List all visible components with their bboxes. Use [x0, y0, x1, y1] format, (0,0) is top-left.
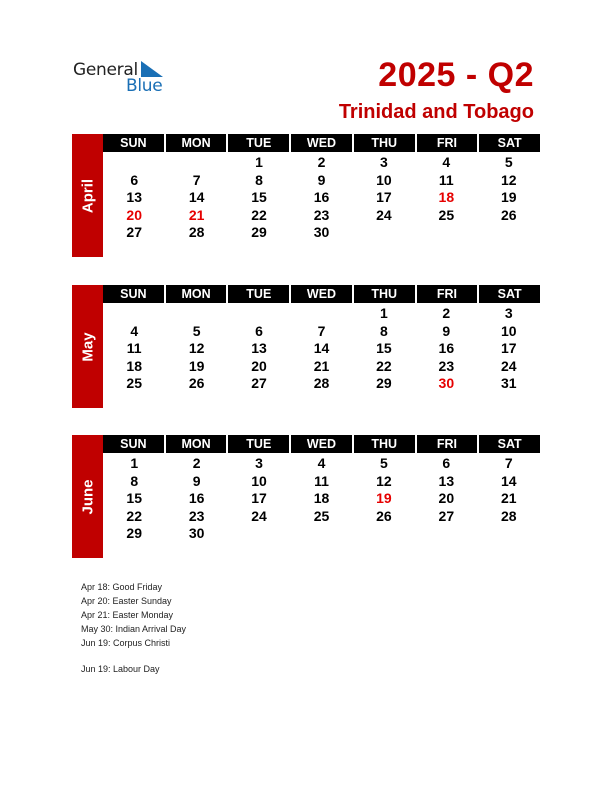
week-row: [103, 340, 540, 358]
day-cell: 8: [255, 171, 263, 188]
month-label-bar: [72, 134, 103, 257]
day-cell: 5: [192, 322, 201, 339]
day-cell: 6: [255, 322, 263, 339]
day-cell: 27: [251, 375, 267, 392]
empty-day-cell: [478, 525, 540, 543]
day-cell: 26: [376, 507, 392, 524]
day-cell: 2: [192, 455, 201, 471]
empty-day-cell: [228, 525, 290, 543]
weekday-label: MON: [166, 285, 227, 303]
day-cell: 10: [251, 472, 267, 489]
day-cell: 23: [438, 357, 455, 374]
day-cell: 16: [438, 340, 455, 357]
day-cell: 10: [376, 171, 392, 188]
day-cell: 5: [380, 455, 388, 471]
day-cell: 22: [126, 507, 142, 524]
day-cell: 3: [380, 154, 388, 170]
day-cell: 1: [255, 154, 263, 170]
month-name: June: [79, 478, 96, 515]
day-cell: 29: [376, 375, 392, 392]
day-cell: 15: [126, 490, 142, 507]
day-cell: 4: [317, 455, 326, 471]
logo-triangle-icon: [141, 61, 163, 77]
weekday-label: FRI: [417, 134, 478, 152]
day-cell: 29: [251, 224, 267, 241]
day-cell: 16: [188, 490, 205, 507]
day-cell: 26: [500, 206, 517, 223]
month-block-june: [72, 435, 540, 558]
day-cell: 17: [251, 490, 267, 507]
day-cell: 10: [500, 322, 517, 339]
weekday-label: WED: [291, 285, 352, 303]
day-cell: 20: [251, 357, 267, 374]
empty-day-cell: [165, 154, 227, 172]
page-title: 2025 - Q2: [378, 56, 534, 94]
day-cell: 22: [251, 206, 267, 223]
weekday-label: SUN: [103, 285, 164, 303]
logo-text-blue: Blue: [126, 76, 163, 96]
day-cell: 19: [376, 490, 392, 507]
day-cell: 28: [313, 375, 330, 392]
week-row: [103, 154, 540, 172]
month-name: May: [79, 331, 96, 362]
weekday-label: MON: [166, 435, 227, 453]
day-cell: 17: [500, 340, 517, 357]
weekday-label: TUE: [228, 134, 289, 152]
day-cell: 12: [188, 340, 205, 357]
day-cell: 2: [442, 305, 451, 321]
day-cell: 4: [130, 322, 139, 339]
day-cell: 11: [314, 472, 329, 489]
day-cell: 16: [313, 189, 330, 206]
day-cell: 31: [500, 375, 517, 392]
day-cell: 27: [438, 507, 455, 524]
empty-day-cell: [290, 525, 352, 543]
day-cell: 6: [442, 455, 451, 471]
weekday-label: SAT: [479, 134, 540, 152]
day-cell: 26: [188, 375, 205, 392]
day-cell: 6: [130, 171, 139, 188]
weekday-label: WED: [291, 134, 352, 152]
day-cell: 13: [438, 472, 455, 489]
holiday-item: Jun 19: Corpus Christi: [81, 638, 171, 648]
day-cell: 18: [126, 357, 142, 374]
weekday-label: SUN: [103, 435, 164, 453]
week-row: [103, 207, 540, 225]
month-block-may: [72, 285, 540, 408]
week-row: [103, 375, 540, 393]
day-cell: 4: [442, 154, 451, 170]
day-cell: 24: [251, 507, 267, 524]
weekday-label: THU: [354, 134, 415, 152]
weekday-label: THU: [354, 435, 415, 453]
month-name: April: [79, 178, 96, 213]
weekday-label: MON: [166, 134, 227, 152]
day-cell: 8: [130, 472, 139, 489]
empty-day-cell: [478, 224, 540, 242]
holiday-item: Apr 21: Easter Monday: [81, 610, 174, 620]
weekday-header: [103, 435, 540, 453]
country-name: Trinidad and Tobago: [338, 101, 534, 123]
weekday-label: SAT: [479, 435, 540, 453]
day-grid: [103, 305, 540, 393]
empty-day-cell: [165, 305, 227, 323]
weekday-header: [103, 285, 540, 303]
day-cell: 7: [317, 322, 326, 339]
day-cell: 24: [500, 357, 517, 374]
day-cell: 11: [126, 340, 142, 357]
day-cell: 19: [188, 357, 205, 374]
day-cell: 3: [255, 455, 263, 471]
day-cell: 15: [376, 340, 392, 357]
day-cell: 23: [188, 507, 205, 524]
day-cell: 28: [500, 507, 517, 524]
week-row: [103, 455, 540, 473]
day-cell: 3: [504, 305, 513, 321]
day-grid: [103, 154, 540, 242]
day-cell: 25: [126, 375, 142, 392]
day-cell: 18: [313, 490, 330, 507]
day-cell: 14: [188, 189, 205, 206]
day-cell: 21: [500, 490, 517, 507]
day-cell: 17: [376, 189, 392, 206]
day-cell: 22: [376, 357, 392, 374]
week-row: [103, 358, 540, 376]
holiday-item: Jun 19: Labour Day: [81, 664, 160, 674]
day-cell: 21: [188, 206, 205, 223]
week-row: [103, 508, 540, 526]
empty-day-cell: [290, 305, 352, 323]
day-cell: 25: [438, 206, 455, 223]
day-cell: 2: [317, 154, 326, 170]
empty-day-cell: [415, 224, 477, 242]
day-cell: 7: [504, 455, 513, 471]
holiday-item: Apr 18: Good Friday: [81, 582, 163, 592]
empty-day-cell: [103, 305, 165, 323]
day-cell: 13: [126, 189, 142, 206]
logo-text-general: General: [73, 60, 138, 80]
day-cell: 19: [500, 189, 517, 206]
holiday-item: May 30: Indian Arrival Day: [81, 624, 187, 634]
day-cell: 15: [251, 189, 267, 206]
day-cell: 23: [313, 206, 330, 223]
day-cell: 9: [317, 171, 326, 188]
general-blue-logo: [73, 60, 173, 96]
day-cell: 14: [313, 340, 330, 357]
weekday-label: SAT: [479, 285, 540, 303]
weekday-label: TUE: [228, 435, 289, 453]
day-cell: 7: [192, 171, 201, 188]
day-cell: 18: [438, 189, 455, 206]
day-cell: 12: [500, 171, 517, 188]
weekday-label: THU: [354, 285, 415, 303]
empty-day-cell: [103, 154, 165, 172]
weekday-header: [103, 134, 540, 152]
weekday-label: WED: [291, 435, 352, 453]
empty-day-cell: [415, 525, 477, 543]
week-row: [103, 525, 540, 543]
day-cell: 12: [376, 472, 392, 489]
day-cell: 8: [380, 322, 388, 339]
month-label-bar: [72, 435, 103, 558]
month-block-april: [72, 134, 540, 257]
day-cell: 29: [126, 525, 142, 542]
day-cell: 20: [438, 490, 455, 507]
month-label-bar: [72, 285, 103, 408]
day-cell: 30: [188, 525, 205, 542]
week-row: [103, 224, 540, 242]
empty-day-cell: [353, 224, 415, 242]
day-cell: 21: [313, 357, 330, 374]
week-row: [103, 305, 540, 323]
holiday-list: [81, 580, 186, 676]
day-cell: 13: [251, 340, 267, 357]
week-row: [103, 490, 540, 508]
day-cell: 24: [376, 206, 392, 223]
day-cell: 30: [313, 224, 330, 241]
weekday-label: SUN: [103, 134, 164, 152]
weekday-label: FRI: [417, 435, 478, 453]
holiday-item: Apr 20: Easter Sunday: [81, 596, 172, 606]
day-cell: 20: [126, 206, 142, 223]
day-grid: [103, 455, 540, 543]
day-cell: 14: [500, 472, 517, 489]
day-cell: 27: [126, 224, 142, 241]
week-row: [103, 323, 540, 341]
day-cell: 9: [442, 322, 451, 339]
day-cell: 9: [192, 472, 201, 489]
day-cell: 11: [438, 171, 454, 188]
day-cell: 1: [380, 305, 388, 321]
week-row: [103, 172, 540, 190]
day-cell: 30: [438, 375, 455, 392]
empty-day-cell: [353, 525, 415, 543]
day-cell: 28: [188, 224, 205, 241]
empty-day-cell: [228, 305, 290, 323]
week-row: [103, 189, 540, 207]
day-cell: 1: [130, 455, 139, 471]
weekday-label: TUE: [228, 285, 289, 303]
weekday-label: FRI: [417, 285, 478, 303]
week-row: [103, 473, 540, 491]
day-cell: 25: [313, 507, 330, 524]
day-cell: 5: [504, 154, 513, 170]
